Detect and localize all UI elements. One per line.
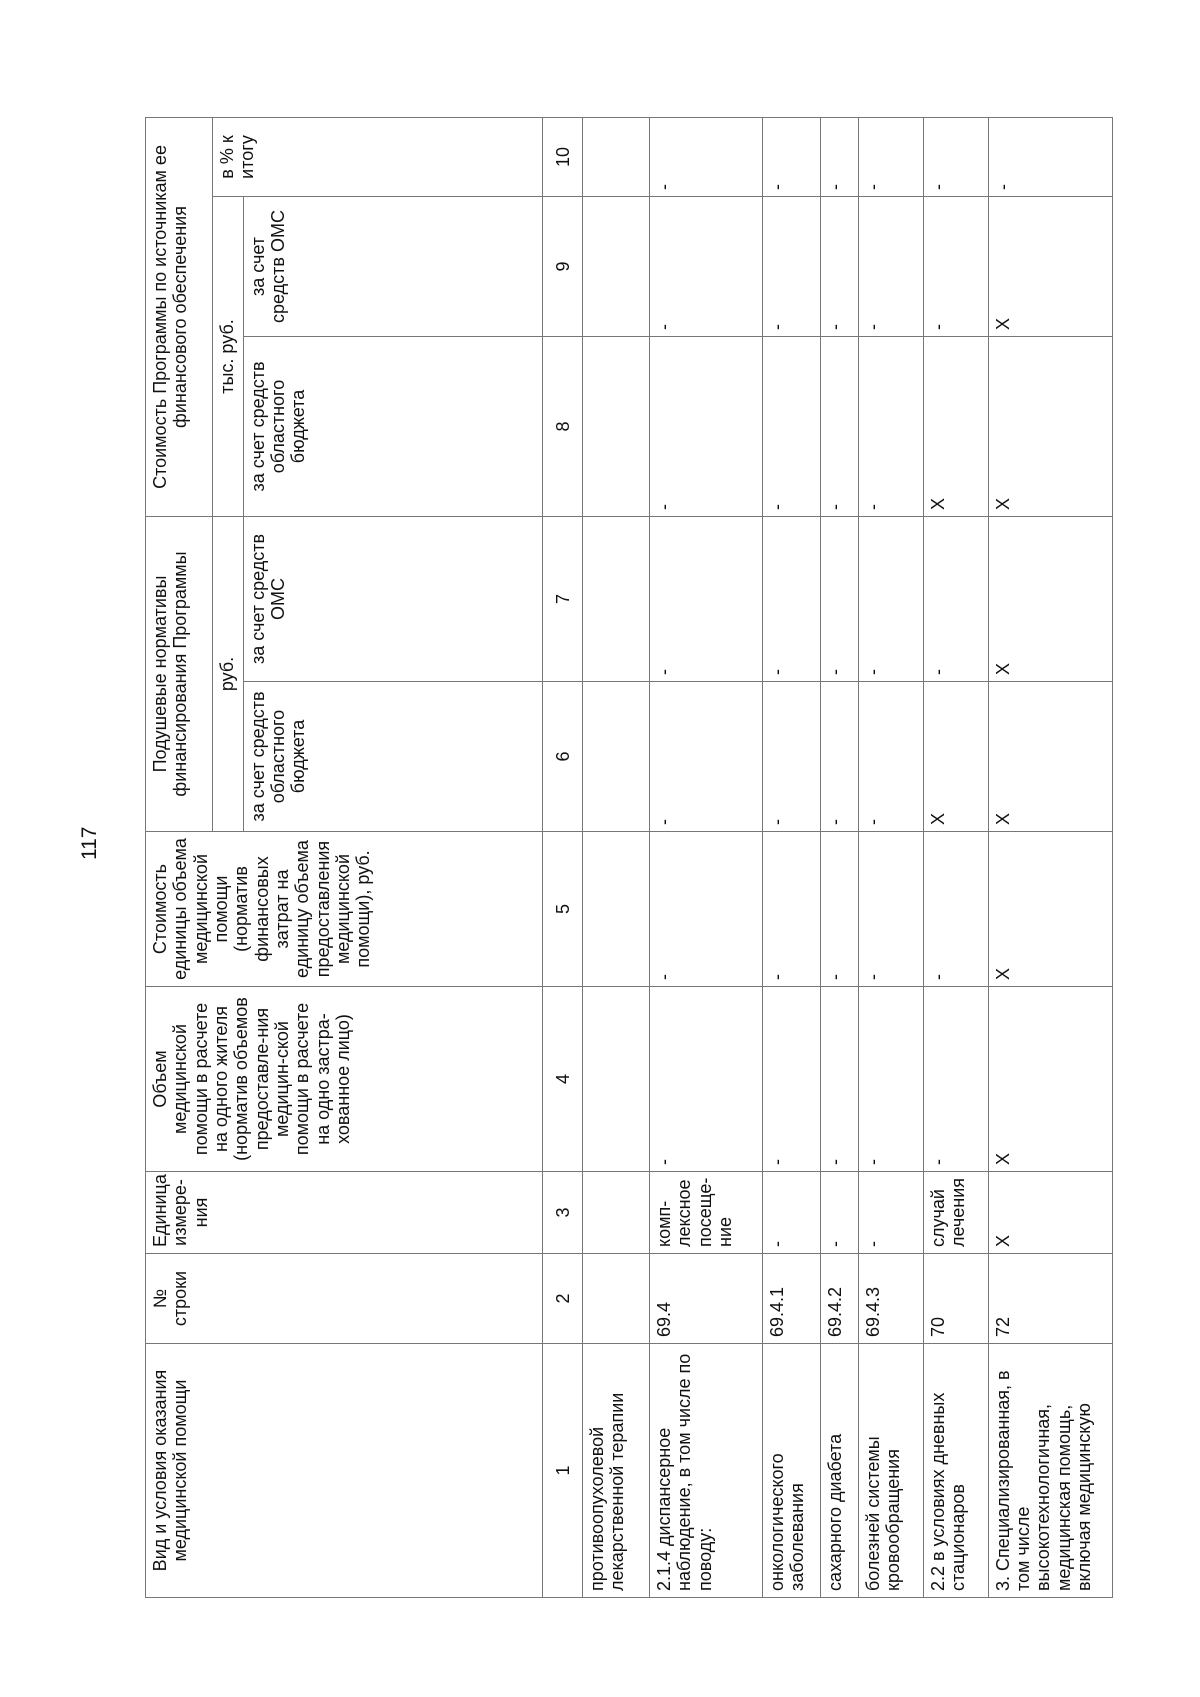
header-col9: за счет средств ОМС [243, 196, 543, 336]
header-col6: за счет средств областного бюджета [243, 682, 543, 832]
cell-norm-oms: Х [988, 516, 1112, 681]
cell-type: 2.2 в условиях дневных стационаров [923, 1344, 988, 1598]
cell-norm-regional: - [821, 682, 859, 832]
column-number: 3 [543, 1172, 583, 1254]
cell-unit: комп-лексное посеще-ние [650, 1172, 763, 1254]
cell-norm-oms: - [859, 516, 924, 681]
cell-norm-oms: - [762, 516, 821, 681]
cell-percent: - [859, 117, 924, 196]
cell-unit-cost: - [762, 832, 821, 987]
cell-unit-cost [583, 832, 650, 987]
cell-cost-oms: - [762, 196, 821, 336]
cell-cost-oms: - [821, 196, 859, 336]
cell-line-number: 72 [988, 1254, 1112, 1344]
cell-cost-regional: - [650, 336, 763, 516]
header-cost-group: Стоимость Программы по источникам ее финансового обеспечения [146, 117, 213, 516]
cell-unit-cost: - [859, 832, 924, 987]
cell-type: 2.1.4 диспансерное наблюдение, в том числе по поводу: [650, 1344, 763, 1598]
cell-cost-oms [583, 196, 650, 336]
cell-cost-oms: - [923, 196, 988, 336]
table-row [583, 117, 650, 1597]
cell-unit-cost: Х [988, 832, 1112, 987]
cell-unit-cost: - [821, 832, 859, 987]
header-col3: Единица измере-ния [146, 1172, 543, 1254]
cell-percent: - [923, 117, 988, 196]
rotated-table-wrapper [145, 118, 1113, 1598]
table-row [988, 117, 1112, 1597]
cell-norm-regional: Х [988, 682, 1112, 832]
cell-volume: - [859, 987, 924, 1172]
header-normatives-group: Подушевые нормативы финансирования Программы [146, 516, 213, 831]
cell-volume: - [821, 987, 859, 1172]
cell-percent: - [821, 117, 859, 196]
cell-norm-oms [583, 516, 650, 681]
header-col7: за счет средств ОМС [243, 516, 543, 681]
cell-cost-regional: - [821, 336, 859, 516]
cell-volume: - [923, 987, 988, 1172]
cell-type: сахарного диабета [821, 1344, 859, 1598]
cell-unit-cost: - [923, 832, 988, 987]
cell-unit: Х [988, 1172, 1112, 1254]
financing-table [145, 117, 1113, 1598]
cell-norm-oms: - [650, 516, 763, 681]
cell-unit: - [859, 1172, 924, 1254]
cell-line-number [583, 1254, 650, 1344]
cell-cost-regional: - [859, 336, 924, 516]
cell-type: 3. Специализированная, в том числе высокотехнологичная, медицинская помощь, включая медицинскую [988, 1344, 1112, 1598]
table-row [859, 117, 924, 1597]
cell-cost-oms: - [650, 196, 763, 336]
cell-unit: - [821, 1172, 859, 1254]
cell-cost-oms: Х [988, 196, 1112, 336]
cell-cost-oms: - [859, 196, 924, 336]
cell-norm-regional: - [650, 682, 763, 832]
cell-norm-oms: - [821, 516, 859, 681]
header-col10: в % к итогу [212, 117, 543, 196]
header-col5: Стоимость единицы объема медицинской помощи (норматив финансовых затрат на единицу объема предоставления медицинской помощи), руб. [146, 832, 543, 987]
column-number: 8 [543, 336, 583, 516]
cell-norm-regional: Х [923, 682, 988, 832]
cell-type: онкологического заболевания [762, 1344, 821, 1598]
column-number: 4 [543, 987, 583, 1172]
cell-percent: - [650, 117, 763, 196]
table-row [762, 117, 821, 1597]
header-unit-rub: руб. [212, 516, 243, 831]
cell-unit: случай лечения [923, 1172, 988, 1254]
cell-type: противоопухолевой лекарственной терапии [583, 1344, 650, 1598]
column-number: 9 [543, 196, 583, 336]
cell-cost-regional [583, 336, 650, 516]
table-row [923, 117, 988, 1597]
column-number: 10 [543, 117, 583, 196]
header-col1: Вид и условия оказания медицинской помощи [146, 1344, 543, 1598]
cell-cost-regional: Х [988, 336, 1112, 516]
cell-norm-regional: - [859, 682, 924, 832]
cell-volume [583, 987, 650, 1172]
table-row [650, 117, 763, 1597]
header-col4: Объем медицинской помощи в расчете на одного жителя (норматив объемов предоставле-ния медицин-ской помощи в расчете на одно застра-хованное лицо) [146, 987, 543, 1172]
cell-percent [583, 117, 650, 196]
cell-norm-oms: - [923, 516, 988, 681]
cell-percent: - [988, 117, 1112, 196]
cell-cost-regional: Х [923, 336, 988, 516]
cell-unit-cost: - [650, 832, 763, 987]
header-col8: за счет средств областного бюджета [243, 336, 543, 516]
cell-unit: - [762, 1172, 821, 1254]
cell-line-number: 70 [923, 1254, 988, 1344]
cell-unit [583, 1172, 650, 1254]
cell-volume: - [650, 987, 763, 1172]
cell-line-number: 69.4.1 [762, 1254, 821, 1344]
cell-volume: - [762, 987, 821, 1172]
cell-volume: Х [988, 987, 1112, 1172]
column-number: 1 [543, 1344, 583, 1598]
column-number: 2 [543, 1254, 583, 1344]
rotated-table-container [145, 118, 1113, 1598]
column-number: 5 [543, 832, 583, 987]
cell-type: болезней системы кровообращения [859, 1344, 924, 1598]
column-number: 7 [543, 516, 583, 681]
header-unit-thousand-rub: тыс. руб. [212, 196, 243, 516]
cell-norm-regional: - [762, 682, 821, 832]
column-number-row [543, 117, 583, 1597]
cell-percent: - [762, 117, 821, 196]
table-row [821, 117, 859, 1597]
cell-line-number: 69.4 [650, 1254, 763, 1344]
column-number: 6 [543, 682, 583, 832]
cell-line-number: 69.4.3 [859, 1254, 924, 1344]
cell-line-number: 69.4.2 [821, 1254, 859, 1344]
cell-norm-regional [583, 682, 650, 832]
header-col2: № строки [146, 1254, 543, 1344]
cell-cost-regional: - [762, 336, 821, 516]
page-number: 117 [78, 826, 101, 860]
